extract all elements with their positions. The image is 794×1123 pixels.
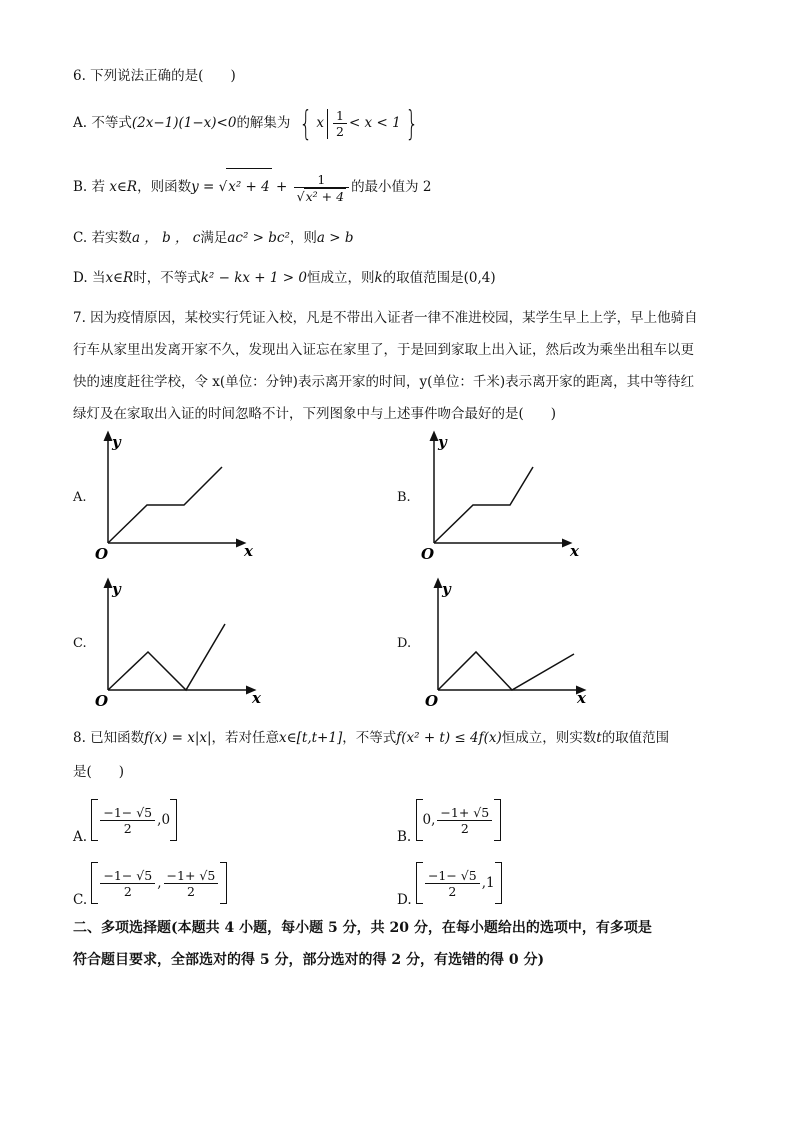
origin-label: O xyxy=(421,545,435,563)
q8-a-left-num: −1− √5 xyxy=(100,805,155,821)
q6-option-c xyxy=(73,228,353,248)
q6-b-frac-den: x² + 4 xyxy=(305,188,345,204)
q6-b-y: y = xyxy=(191,179,215,195)
q8-a-interval: $\frac{-1- √5}{2}$ , 0 xyxy=(91,797,177,843)
q8-func: f(x) = x|x| xyxy=(144,730,212,746)
q8-ineq: f(x² + t) ≤ 4f(x) xyxy=(396,730,502,746)
bracket-right xyxy=(494,799,501,841)
q8-option-d xyxy=(397,860,502,923)
q8-a-left-frac xyxy=(100,805,155,836)
q7-graph-d-label: D. xyxy=(397,636,412,651)
q8-option-c xyxy=(73,860,227,923)
q8-stem1: 8. 已知函数 xyxy=(73,730,145,746)
q7-graph-a xyxy=(92,425,267,565)
section2-line1: 二、多项选择题(本题共 4 小题，每小题 5 分，共 20 分，在每小题给出的选项中，有多项是 xyxy=(73,920,652,936)
q6-option-a xyxy=(73,103,422,144)
q8-d-label: D. xyxy=(397,892,412,908)
q8-stem2: ，若对任意 xyxy=(211,730,280,746)
q8-c-right-num: −1+ √5 xyxy=(164,868,219,884)
q7-graph-c-label: C. xyxy=(73,636,87,651)
q6-b-label: B. xyxy=(73,179,88,195)
q8-d-left-den: 2 xyxy=(448,883,457,899)
q6-b-frac-num: 1 xyxy=(294,172,349,188)
q8-stem-line1 xyxy=(73,728,669,748)
q8-cond: x∈[t,t+1] xyxy=(279,730,343,746)
q6-a-frac-den: 2 xyxy=(336,124,344,139)
q7-graph-a-label: A. xyxy=(73,490,87,505)
q6-a-frac xyxy=(333,108,347,139)
q8-a-right: 0 xyxy=(161,812,171,828)
q6-c-vars: a ， b ， c xyxy=(131,230,201,246)
origin-label: O xyxy=(425,692,439,710)
x-axis-label: x xyxy=(570,542,579,560)
q6-b-post: 的最小值为 2 xyxy=(351,179,432,195)
q8-d-right: 1 xyxy=(486,875,495,891)
q8-b-left: 0 xyxy=(422,812,432,828)
q6-c-cond: ac² > bc² xyxy=(227,230,290,246)
q6-c-text2: 满足 xyxy=(200,230,228,246)
section2-line2: 符合题目要求，全部选对的得 5 分，部分选对的得 2 分，有选错的得 0 分) xyxy=(73,952,545,968)
q7-graph-c xyxy=(92,572,272,712)
bracket-left xyxy=(91,862,98,904)
q8-a-label: A. xyxy=(73,829,88,845)
q6-d-text2: 时，不等式 xyxy=(133,270,201,286)
q8-option-a xyxy=(73,797,177,860)
y-axis-label: y xyxy=(112,580,121,598)
q8-stem6: 是( ) xyxy=(73,764,125,780)
q7-line2: 行车从家里出发离开家不久，发现出入证忘在家里了，于是回到家取上出入证，然后改为乘坐出租车以更 xyxy=(73,342,694,358)
q6-a-brace-left: { xyxy=(299,103,313,144)
q6-a-expr: (2x−1)(1−x)<0 xyxy=(131,115,237,131)
q7-line1: 7. 因为疫情原因，某校实行凭证入校，凡是不带出入证者一律不准进校园，某学生早上上学，早上他骑自 xyxy=(73,310,698,326)
q6-b-cond: x∈R xyxy=(109,179,138,195)
q6-b-pre: 若 xyxy=(91,179,106,195)
q6-option-b xyxy=(73,168,431,205)
q8-b-label: B. xyxy=(397,829,412,845)
q6-option-d xyxy=(73,268,496,288)
q6-a-brace-right: } xyxy=(404,103,418,144)
x-axis-label: x xyxy=(252,689,261,707)
q6-a-frac-num: 1 xyxy=(333,108,347,124)
q6-b-frac-den-wrap: √x² + 4 xyxy=(296,188,345,204)
q8-c-left-den: 2 xyxy=(123,883,132,899)
q8-d-left-num: −1− √5 xyxy=(425,868,480,884)
bracket-left xyxy=(416,862,423,904)
origin-label: O xyxy=(95,692,109,710)
q6-d-ineq: k² − kx + 1 > 0 xyxy=(200,270,307,286)
q6-a-label: A. xyxy=(73,115,88,131)
q6-b-plus: + xyxy=(276,179,288,195)
q8-t: t xyxy=(596,730,602,746)
x-axis-label: x xyxy=(577,689,586,707)
graph-line xyxy=(108,624,225,690)
q8-option-b xyxy=(397,797,501,860)
q8-b-right-den: 2 xyxy=(460,820,469,836)
q8-d-left-frac xyxy=(425,868,480,899)
q6-b-sqrt: x² + 4 xyxy=(226,168,272,205)
bracket-left xyxy=(416,799,423,841)
y-axis-label: y xyxy=(112,433,121,451)
q7-graph-b-label: B. xyxy=(397,490,411,505)
q6-d-cond: x∈R xyxy=(105,270,134,286)
q6-d-text1: 当 xyxy=(91,270,106,286)
bracket-right xyxy=(495,862,502,904)
q7-line4: 绿灯及在家取出入证的时间忽略不计，下列图象中与上述事件吻合最好的是( ) xyxy=(73,406,557,422)
q6-d-k: k xyxy=(374,270,383,286)
q8-a-left-den: 2 xyxy=(123,820,132,836)
q6-c-res: a > b xyxy=(316,230,354,246)
bracket-right xyxy=(170,799,177,841)
q8-stem3: ，不等式 xyxy=(342,730,397,746)
graph-line xyxy=(438,652,574,690)
origin-label: O xyxy=(95,545,109,563)
q8-c-right-den: 2 xyxy=(186,883,195,899)
q6-a-set-x: x xyxy=(316,115,324,131)
q8-b-right-num: −1+ √5 xyxy=(437,805,492,821)
y-axis-label: y xyxy=(442,580,451,598)
q6-d-text3: 恒成立，则 xyxy=(306,270,375,286)
q6-b-frac xyxy=(294,172,349,204)
q8-stem4: 恒成立，则实数 xyxy=(501,730,597,746)
q6-b-sqrt-sign: √ xyxy=(218,179,228,195)
q8-c-interval: $\frac{-1- √5}{2}$ , $\frac{-1+ √5}{2}$ xyxy=(91,860,227,906)
bracket-right xyxy=(220,862,227,904)
q8-c-left-frac xyxy=(100,868,155,899)
q7-line3: 快的速度赶往学校，令 x(单位：分钟)表示离开家的时间，y(单位：千米)表示离开家的距离，其中等待红 xyxy=(73,374,695,390)
q8-b-interval: 0 , $\frac{-1+ √5}{2}$ xyxy=(416,797,502,843)
x-axis-label: x xyxy=(244,542,253,560)
graph-line xyxy=(108,467,222,543)
q6-c-text1: 若实数 xyxy=(91,230,132,246)
q6-c-text3: ，则 xyxy=(289,230,317,246)
q7-graph-d xyxy=(422,572,602,712)
q6-c-label: C. xyxy=(73,230,88,246)
q6-a-mid: 的解集为 xyxy=(236,115,291,131)
q6-b-mid: ，则函数 xyxy=(137,179,192,195)
q7-graph-b xyxy=(418,425,593,565)
q6-a-set-rest: < x < 1 xyxy=(348,115,401,131)
q6-a-pre: 不等式 xyxy=(91,115,132,131)
q8-b-right-frac xyxy=(437,805,492,836)
q8-stem5: 的取值范围 xyxy=(601,730,670,746)
q8-c-label: C. xyxy=(73,892,88,908)
q6-d-text4: 的取值范围是 xyxy=(382,270,464,286)
q8-d-interval: $\frac{-1- √5}{2}$ , 1 xyxy=(416,860,502,906)
y-axis-label: y xyxy=(438,433,447,451)
graph-line xyxy=(434,467,533,543)
q8-c-right-frac xyxy=(164,868,219,899)
q6-stem: 6. 下列说法正确的是( ) xyxy=(73,68,236,84)
q8-c-left-num: −1− √5 xyxy=(100,868,155,884)
q6-d-label: D. xyxy=(73,270,88,286)
q6-a-set-bar xyxy=(327,109,328,139)
bracket-left xyxy=(91,799,98,841)
q6-d-range: (0,4) xyxy=(463,270,496,286)
